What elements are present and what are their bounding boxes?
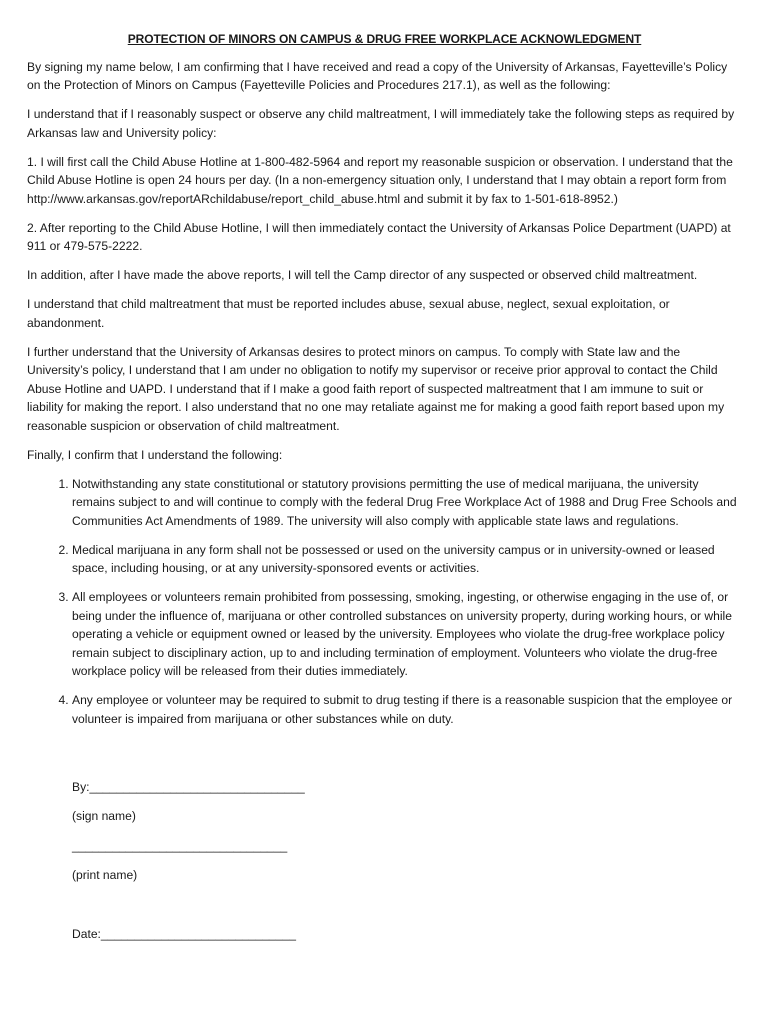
finally-paragraph: Finally, I confirm that I understand the following: (27, 447, 283, 462)
list-item: 4. Any employee or volunteer may be required to submit to drug testing if there is a reasonable suspicion that the employee or volunteer is impaired from marijuana or other substances while on duty. (72, 691, 742, 728)
uapd-step-paragraph: 2. After reporting to the Child Abuse Hotline, I will then immediately contact the University of Arkansas Police Department (UAPD) at 911 or 479-575-2222. (27, 220, 731, 253)
print-name-line[interactable]: ________________________________ (72, 838, 288, 853)
date-line[interactable]: Date:_____________________________ (72, 926, 296, 941)
intro-paragraph: By signing my name below, I am confirming that I have received and read a copy of the University of Arkansas, Fayetteville’s Policy on the Protection of Minors on Campus (Fayetteville Policies and Procedures 217.1), as well as the following: (27, 59, 728, 92)
list-item: 1. Notwithstanding any state constitutional or statutory provisions permitting the use of medical marijuana, the university remains subject to and will continue to comply with the federal Drug Free Workplace Act of 1988 and Drug Free Schools and Communities Act Amendments of 1989. The university will also comply with applicable state laws and regulations. (72, 475, 742, 531)
document-title: PROTECTION OF MINORS ON CAMPUS & DRUG FREE WORKPLACE ACKNOWLEDGMENT (127, 32, 642, 46)
definition-paragraph: I understand that child maltreatment that must be reported includes abuse, sexual abuse, neglect, sexual exploitation, or abandonment. (27, 297, 670, 330)
further-understand-paragraph: I further understand that the University of Arkansas desires to protect minors on campus. To comply with State law and the University’s policy, I understand that I am under no obligation to notify my supervisor or receive prior approval to contact the Child Abuse Hotline and UAPD. I understand that if I make a good faith report of suspected maltreatment that I am immune to suit or liability for making the report. I also understand that no one may retaliate against me for making a good faith report based upon my reasonable suspicion or observation of child maltreatment. (27, 344, 725, 433)
signature-line[interactable]: By:________________________________ (72, 779, 305, 794)
drug-free-policy-list (27, 475, 742, 729)
maltreatment-paragraph: I understand that if I reasonably suspect or observe any child maltreatment, I will immediately take the following steps as required by Arkansas law and University policy: (27, 107, 735, 140)
hotline-step-paragraph: 1. I will first call the Child Abuse Hotline at 1-800-482-5964 and report my reasonable suspicion or observation. I understand that the Child Abuse Hotline is open 24 hours per day. (In a non-emergency situation only, I understand that I may obtain a report form from http://www.arkansas.gov/reportARchildabuse/report_child_abuse.html and submit it by fax to 1-501-618-8952.) (27, 154, 733, 206)
print-name-label: (print name) (72, 868, 138, 882)
signature-block (72, 739, 742, 944)
list-item: 3. All employees or volunteers remain prohibited from possessing, smoking, ingesting, or otherwise engaging in the use of, or being under the influence of, marijuana or other controlled substances on university property, during working hours, or while operating a vehicle or equipment owned or leased by the university. Employees who violate the drug-free workplace policy remain subject to disciplinary action, up to and including termination of employment. Volunteers who violate the drug-free workplace policy will be released from their duties immediately. (72, 588, 742, 681)
list-item: 2. Medical marijuana in any form shall not be possessed or used on the university campus or in university-owned or leased space, including housing, or at any university-sponsored events or activities. (72, 541, 742, 578)
camp-director-paragraph: In addition, after I have made the above reports, I will tell the Camp director of any suspected or observed child maltreatment. (27, 268, 698, 282)
sign-name-label: (sign name) (72, 809, 136, 823)
